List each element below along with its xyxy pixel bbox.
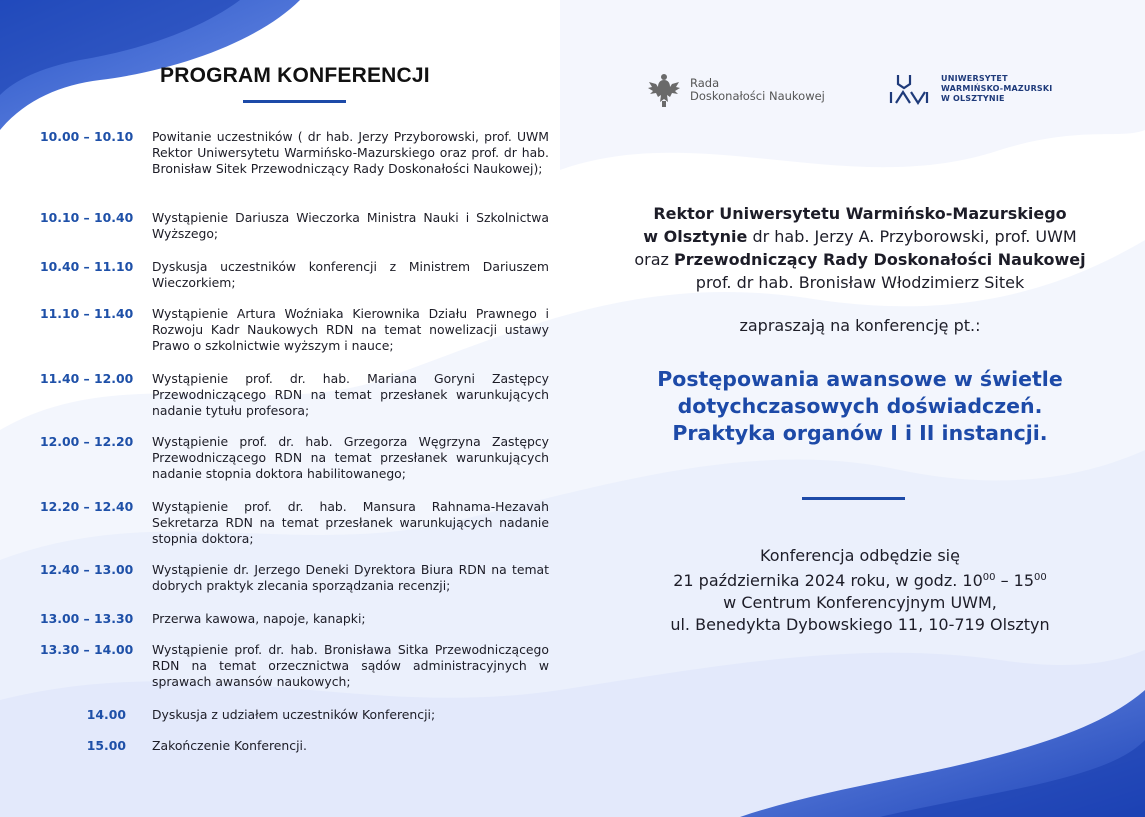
schedule-row	[40, 562, 549, 594]
conference-details	[570, 545, 1145, 636]
schedule-row	[40, 499, 549, 547]
uwm-logo-line1: UNIWERSYTET	[941, 74, 1008, 83]
schedule-description: Przerwa kawowa, napoje, kanapki;	[152, 611, 366, 626]
details-line1: Konferencja odbędzie się	[760, 546, 960, 565]
conference-title-line2: dotychczasowych doświadczeń.	[677, 394, 1043, 418]
invitation-rector: Rektor Uniwersytetu Warmińsko-Mazurskiego	[653, 204, 1067, 223]
invitation-text	[570, 202, 1145, 294]
schedule-description: Powitanie uczestników ( dr hab. Jerzy Przyborowski, prof. UWM Rektor Uniwersytetu Warmińsko-Mazurskiego oraz prof. dr hab. Bronisław Sitek Przewodniczący Rady Doskonałości Naukowej);	[152, 129, 549, 176]
schedule-row	[40, 738, 549, 754]
schedule-time: 15.00	[86, 738, 126, 753]
details-line4: ul. Benedykta Dybowskiego 11, 10-719 Olsztyn	[670, 615, 1050, 634]
rdn-logo	[646, 70, 825, 110]
schedule-time: 12.20 – 12.40	[40, 499, 134, 514]
schedule-description: Wystąpienie Dariusza Wieczorka Ministra Nauki i Szkolnictwa Wyższego;	[152, 210, 549, 241]
details-line2	[570, 567, 1145, 592]
uwm-logo	[889, 72, 1052, 106]
invitation-rector-name: dr hab. Jerzy A. Przyborowski, prof. UWM	[747, 227, 1077, 246]
schedule-row	[40, 259, 549, 291]
eagle-emblem-icon	[646, 70, 682, 110]
details-line3: w Centrum Konferencyjnym UWM,	[723, 593, 997, 612]
invitation-chairman-name: prof. dr hab. Bronisław Włodzimierz Sitek	[695, 273, 1025, 292]
invitation-and: oraz	[634, 250, 675, 269]
schedule-time: 12.00 – 12.20	[40, 434, 134, 449]
title-underline	[243, 100, 346, 103]
schedule-row	[40, 611, 549, 627]
schedule-row	[40, 210, 549, 242]
invitation-line: zapraszają na konferencję pt.:	[739, 316, 981, 335]
conference-title-line1: Postępowania awansowe w świetle	[657, 367, 1063, 391]
schedule-time: 12.40 – 13.00	[40, 562, 134, 577]
schedule-description: Wystąpienie prof. dr. hab. Mansura Rahnama-Hezavah Sekretarza RDN na temat przesłanek warunkujących nadanie stopnia doktora;	[152, 499, 549, 546]
uwm-emblem-icon	[889, 72, 929, 106]
invitation-city: w Olsztynie	[643, 227, 748, 246]
schedule-description: Wystąpienie Artura Woźniaka Kierownika Działu Prawnego i Rozwoju Kadr Naukowych RDN na temat nowelizacji ustawy Prawo o szkolnictwie wyższym i nauce;	[152, 306, 549, 353]
details-start-minutes: 00	[982, 572, 996, 583]
schedule-description: Wystąpienie prof. dr. hab. Mariana Goryni Zastępcy Przewodniczącego RDN na temat przesłanek warunkujących nadanie tytułu profesora;	[152, 371, 549, 418]
schedule-description: Wystąpienie prof. dr. hab. Grzegorza Węgrzyna Zastępcy Przewodniczącego RDN na temat przesłanek warunkujących nadanie stopnia doktora habilitowanego;	[152, 434, 549, 481]
schedule-time: 14.00	[86, 707, 126, 722]
program-title: PROGRAM KONFERENCJI	[160, 64, 430, 87]
schedule-description: Dyskusja z udziałem uczestników Konferencji;	[152, 707, 436, 722]
schedule-description: Wystąpienie prof. dr. hab. Bronisława Sitka Przewodniczącego RDN na temat orzecznictwa sądów administracyjnych w sprawach awansów naukowych;	[152, 642, 549, 689]
rdn-logo-line2: Doskonałości Naukowej	[690, 89, 825, 103]
schedule-time: 11.10 – 11.40	[40, 306, 134, 321]
details-end-minutes: 00	[1034, 572, 1047, 583]
schedule-time: 11.40 – 12.00	[40, 371, 134, 386]
schedule-row	[40, 306, 549, 354]
schedule-description: Dyskusja uczestników konferencji z Ministrem Dariuszem Wieczorkiem;	[152, 259, 549, 290]
schedule-row	[40, 371, 549, 419]
details-date: 21 października 2024 roku, w godz. 10	[673, 571, 983, 590]
rdn-logo-line1: Rada	[690, 76, 720, 90]
schedule-description: Wystąpienie dr. Jerzego Deneki Dyrektora Biura RDN na temat dobrych praktyk zlecania sporządzania recenzji;	[152, 562, 549, 593]
schedule-time: 10.10 – 10.40	[40, 210, 134, 225]
schedule-time: 10.00 – 10.10	[40, 129, 134, 144]
schedule-row	[40, 642, 549, 690]
schedule-time: 10.40 – 11.10	[40, 259, 134, 274]
separator-line	[802, 497, 905, 500]
conference-title	[570, 366, 1145, 447]
uwm-logo-line3: W OLSZTYNIE	[941, 94, 1005, 103]
schedule-description: Zakończenie Konferencji.	[152, 738, 307, 753]
schedule-row	[40, 434, 549, 482]
invitation-chairman: Przewodniczący Rady Doskonałości Naukowej	[674, 250, 1086, 269]
schedule-row	[40, 129, 549, 177]
schedule-row	[40, 707, 549, 723]
schedule-time: 13.00 – 13.30	[40, 611, 134, 626]
details-end-hour: – 15	[995, 571, 1035, 590]
uwm-logo-line2: WARMIŃSKO-MAZURSKI	[941, 84, 1053, 93]
schedule-time: 13.30 – 14.00	[40, 642, 134, 657]
conference-title-line3: Praktyka organów I i II instancji.	[672, 421, 1048, 445]
